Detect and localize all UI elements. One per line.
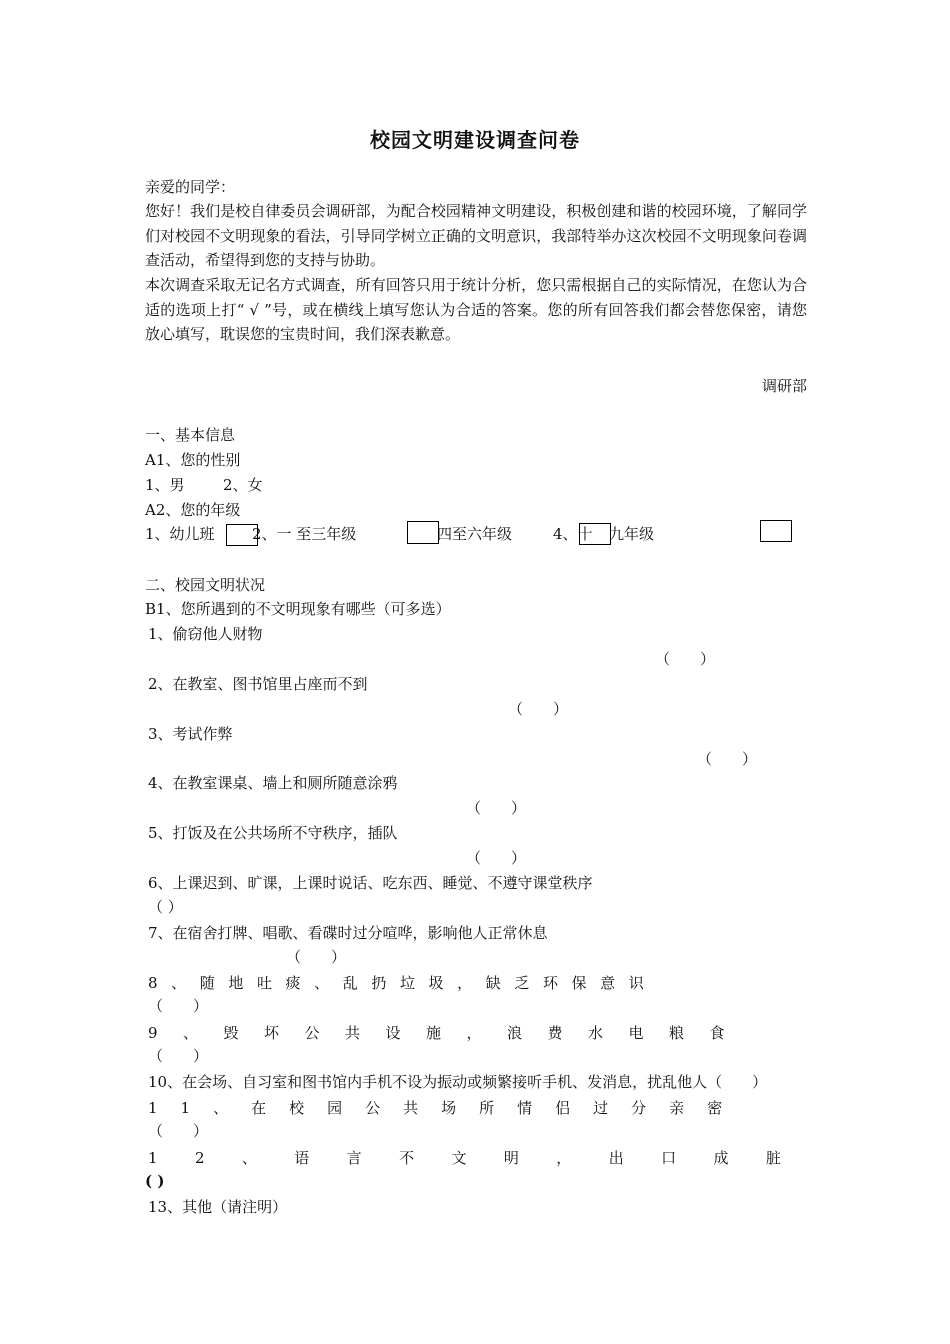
b1-item-6-blank[interactable]: （ ） [148, 898, 183, 916]
b1-item-3-blank[interactable]: （ ） [697, 750, 758, 768]
b1-item-7-blank[interactable]: （ ） [286, 948, 347, 966]
a2-checkbox-4[interactable] [760, 520, 792, 542]
b1-item-2: 2、在教室、图书馆里占座而不到 [148, 675, 368, 693]
signature: 调研部 [761, 377, 807, 395]
b1-item-4: 4、在教室课桌、墙上和厕所随意涂鸦 [148, 774, 398, 792]
b1-item-1: 1、偷窃他人财物 [148, 625, 263, 643]
a2-option-1[interactable]: 1、幼儿班 [145, 525, 215, 543]
intro-paragraph-1: 您好！我们是校自律委员会调研部，为配合校园精神文明建设，积极创建和谐的校园环境，了解同学们对校园不文明现象的看法，引导同学树立正确的文明意识，我部特举办这次校园不文明现象问卷调查活动，希望得到您的支持与协助。 [145, 202, 807, 269]
a2-checkbox-1[interactable] [226, 524, 258, 546]
a2-checkbox-3[interactable] [579, 523, 611, 545]
b1-item-6: 6、上课迟到、旷课，上课时说话、吃东西、睡觉、不遵守课堂秩序 [148, 874, 593, 892]
a2-option-4-prefix[interactable]: 4、十 [553, 525, 593, 543]
b1-item-1-blank[interactable]: （ ） [655, 650, 716, 668]
b1-item-8-blank[interactable]: （ ） [148, 997, 209, 1015]
page-title: 校园文明建设调查问卷 [370, 128, 580, 152]
b1-item-4-blank[interactable]: （ ） [466, 799, 527, 817]
b1-item-3: 3、考试作弊 [148, 725, 233, 743]
b1-item-11-blank[interactable]: （ ） [148, 1122, 209, 1140]
a2-checkbox-2[interactable] [407, 521, 439, 544]
b1-item-9: 9、毁坏公共设施，浪费水电粮食 [148, 1024, 751, 1042]
a1-option-female[interactable]: 2、女 [223, 476, 263, 494]
question-b1: B1、您所遇到的不文明现象有哪些（可多选） [145, 600, 451, 618]
section1-heading: 一、基本信息 [145, 426, 236, 444]
a2-option-2[interactable]: 2、一 至三年级 [252, 525, 357, 543]
a2-option-3[interactable]: 四至六年级 [437, 525, 513, 543]
question-a2: A2、您的年级 [145, 501, 241, 519]
a2-option-4[interactable]: 九年级 [609, 525, 655, 543]
b1-item-9-blank[interactable]: （ ） [148, 1047, 209, 1065]
b1-item-7: 7、在宿舍打牌、唱歌、看碟时过分喧哗，影响他人正常休息 [148, 924, 548, 942]
question-a1: A1、您的性别 [145, 451, 241, 469]
b1-item-12-blank[interactable]: ( ) [145, 1172, 165, 1190]
b1-item-10: 10、在会场、自习室和图书馆内手机不设为振动或频繁接听手机、发消息，扰乱他人（ ） [148, 1073, 768, 1091]
b1-item-8: 8、随地吐痰、乱扔垃圾，缺乏环保意识 [148, 974, 658, 992]
b1-item-13: 13、其他（请注明） [148, 1198, 288, 1216]
b1-item-5: 5、打饭及在公共场所不守秩序，插队 [148, 824, 398, 842]
greeting: 亲爱的同学： [145, 178, 236, 196]
intro-paragraph-2: 本次调查采取无记名方式调查，所有回答只用于统计分析，您只需根据自己的实际情况，在您认为合适的选项上打“ √ ”号，或在横线上填写您认为合适的答案。您的所有回答我们都会替您保密，请您放心填写，耽误您的宝贵时间，我们深表歉意。 [145, 276, 807, 343]
b1-item-2-blank[interactable]: （ ） [508, 700, 569, 718]
section2-heading: 二、校园文明状况 [145, 576, 266, 594]
b1-item-12: 12、语言不文明，出口成脏 [148, 1149, 819, 1167]
b1-item-11: 11、在校园公共场所情侣过分亲密 [148, 1099, 746, 1117]
a1-option-male[interactable]: 1、男 [145, 476, 185, 494]
b1-item-5-blank[interactable]: （ ） [466, 849, 527, 867]
